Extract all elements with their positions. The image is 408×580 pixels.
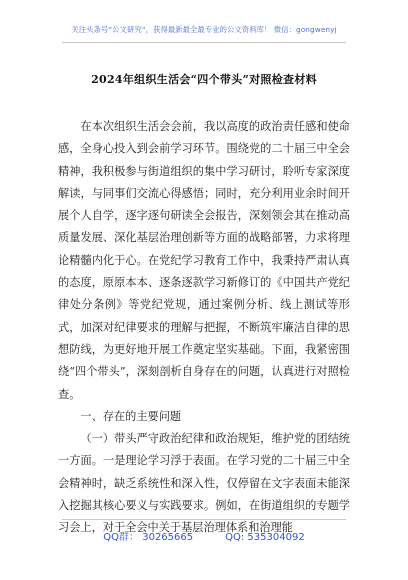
footer-divider [62, 519, 346, 520]
header-divider [62, 42, 346, 43]
section-heading: 一、存在的主要问题 [80, 409, 182, 423]
subsection-paragraph: （一）带头严守政治纪律和政治规矩，维护党的团结统一方面。一是理论学习浮于表面。在学习党的二十届三中全会精神时，缺乏系统性和深入性，仅停留在文字表面未能深入挖掘其核心要义与实践要求。例如，在街道组织的专题学习会上，对于全会中关于基层治理体系和治理能 [58, 432, 350, 535]
intro-paragraph: 在本次组织生活会会前，我以高度的政治责任感和使命感，全身心投入到会前学习环节。围绕党的二十届三中全会精神，我积极参与街道组织的集中学习研讨，聆听专家深度解读，与同事们交流心得感悟；同时，充分利用业余时间开展个人自学，逐字逐句研读全会报告，深刻领会其在推动高质量发展、深化基层治理创新等方面的战略部署，力求将理论精髓内化于心。在党纪学习教育工作中，我秉持严肃认真的态度，原原本本、逐条逐款学习新修订的《中国共产党纪律处分条例》等党纪党规，通过案例分析、线上测试等形式，加深对纪律要求的理解与把握，不断筑牢廉洁自律的思想防线，为更好地开展工作奠定坚实基础。下面，我紧密围绕“四个带头”，深刻剖析自身存在的问题，认真进行对照检查。 [58, 120, 350, 401]
qq-contact-text: QQ: 535304092 [225, 532, 305, 543]
document-body [58, 116, 350, 540]
qq-group-text: QQ群： 30265665 [103, 532, 194, 543]
promo-banner: 关注头条号“公文研究”，获得最新最全最专业的公文资料库！ 微信：gongwenyj [71, 25, 337, 34]
document-title: 2024年组织生活会“四个带头”对照检查材料 [91, 73, 317, 86]
contact-footer [0, 528, 408, 543]
